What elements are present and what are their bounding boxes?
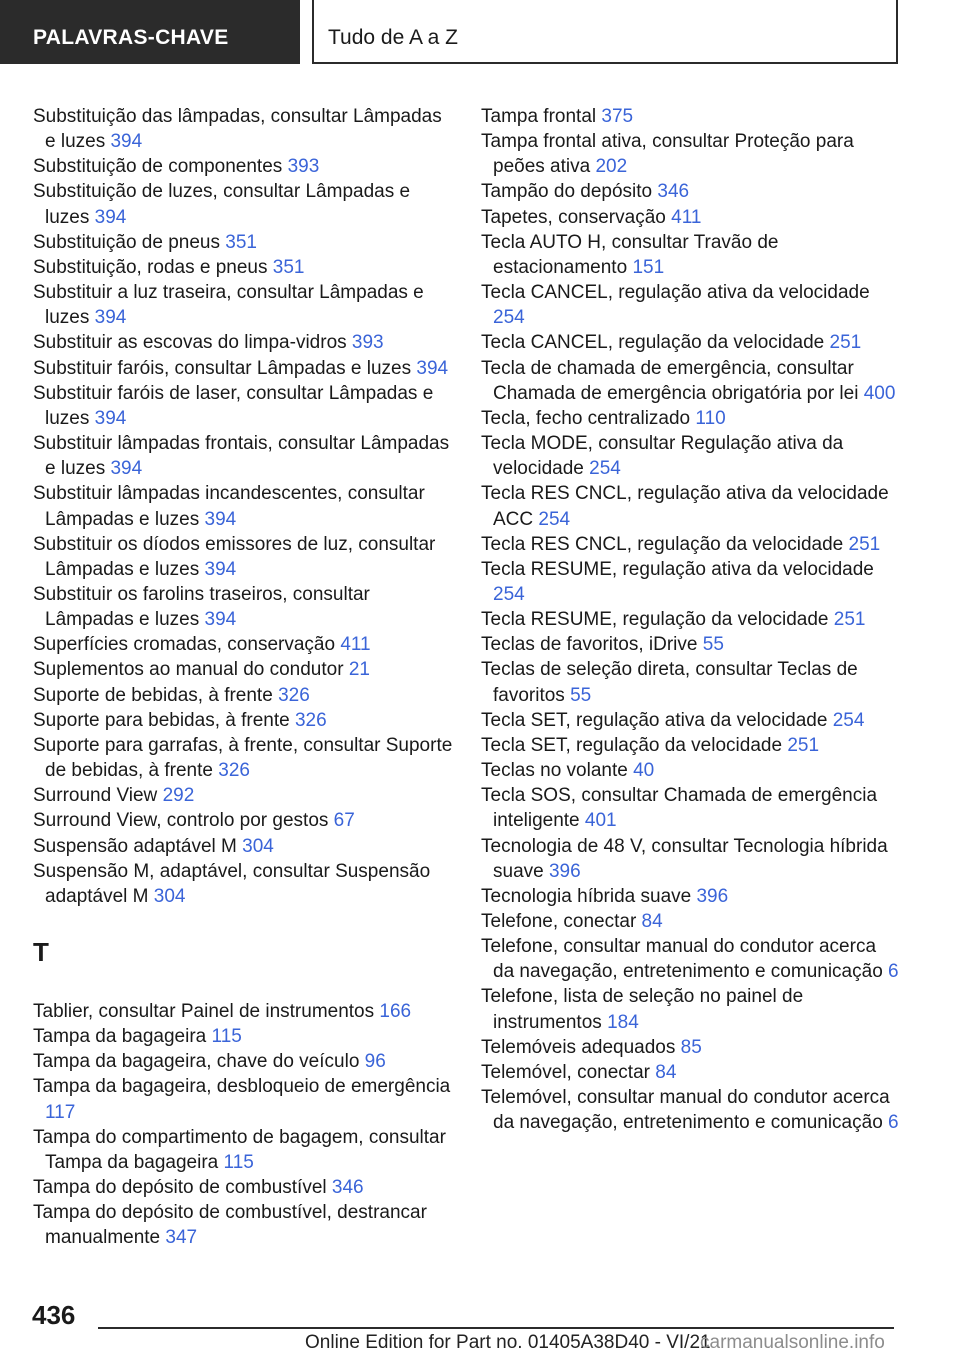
index-entry [481, 984, 901, 1034]
index-entry-text: Tecla AUTO H, consultar Travão de estacionamento [481, 231, 779, 278]
index-entry-text: Tecla de chamada de emergência, consultar Chamada de emergência obrigatória por lei [481, 357, 859, 404]
index-entry-text: Tecnologia de 48 V, consultar Tecnologia híbrida suave [481, 835, 888, 882]
index-entry-text: Teclas de favoritos, iDrive [481, 634, 698, 656]
index-entry [481, 431, 901, 481]
index-entry [33, 154, 453, 179]
index-entry [481, 783, 901, 833]
index-entry-text: Tecla RESUME, regulação ativa da velocidade [481, 558, 874, 580]
index-entry [481, 356, 901, 406]
page-reference-link[interactable]: 110 [695, 407, 726, 429]
index-entry-text: Telemóvel, consultar manual do condutor acerca da navegação, entretenimento e comunicação [481, 1087, 890, 1134]
page-reference-link[interactable]: 254 [538, 508, 571, 530]
index-entry-text: Suporte de bebidas, à frente [33, 684, 273, 706]
page-reference-link[interactable]: 304 [242, 835, 274, 857]
index-entry-text: Telemóveis adequados [481, 1036, 676, 1058]
page-reference-link[interactable]: 251 [787, 734, 820, 756]
index-entry-text: Tapetes, conservação [481, 206, 666, 228]
page-reference-link[interactable]: 184 [607, 1011, 639, 1033]
index-entry [481, 230, 901, 280]
index-entry [33, 582, 453, 632]
index-entry [481, 406, 901, 431]
index-entry [33, 179, 453, 229]
footer-watermark: carmanualsonline.info [700, 1332, 885, 1353]
page-reference-link[interactable]: 394 [416, 357, 449, 379]
page-reference-link[interactable]: 400 [863, 382, 896, 404]
index-entry-text: Substituição de pneus [33, 231, 220, 253]
index-entry-text: Substituir os farolins traseiros, consultar Lâmpadas e luzes [33, 583, 370, 631]
index-entry [33, 834, 453, 859]
page-reference-link[interactable]: 254 [493, 583, 525, 605]
index-entry [33, 1125, 453, 1175]
index-entry [481, 557, 901, 607]
page-reference-link[interactable]: 393 [351, 332, 384, 354]
index-entry [33, 280, 453, 330]
index-entry-text: Surround View, controlo por gestos [33, 810, 329, 832]
page-reference-link[interactable]: 375 [601, 106, 634, 127]
index-entry [33, 733, 453, 783]
page-reference-link[interactable]: 254 [493, 307, 525, 329]
page-reference-link[interactable]: 394 [204, 609, 237, 631]
index-entry [33, 255, 453, 280]
index-entry-text: Tampão do depósito [481, 181, 653, 203]
index-entry [33, 859, 453, 909]
index-entry-text: Tecla CANCEL, regulação ativa da velocidade [481, 282, 870, 304]
index-entry-text: Tecla SOS, consultar Chamada de emergência inteligente [481, 785, 878, 832]
index-entry-text: Tecla RES CNCL, regulação ativa da velocidade ACC [481, 483, 889, 530]
index-entry-text: Tampa do depósito de combustível [33, 1177, 327, 1199]
index-entry-text: Tecla SET, regulação da velocidade [481, 734, 783, 756]
index-entry-text: Telefone, conectar [481, 911, 637, 932]
index-entry [33, 230, 453, 255]
index-entry-text: Suspensão M, adaptável, consultar Suspensão adaptável M [33, 860, 431, 907]
page-reference-link[interactable]: 394 [204, 508, 237, 530]
index-entry [481, 834, 901, 884]
index-entry-text: Suplementos ao manual do condutor [33, 659, 344, 681]
page-reference-link[interactable]: 394 [94, 206, 127, 228]
index-column-left [33, 104, 453, 1251]
page-reference-link[interactable]: 411 [671, 206, 702, 228]
index-entry [33, 632, 453, 657]
index-entry [481, 1060, 901, 1085]
index-entry-text: Tecla CANCEL, regulação da velocidade [481, 332, 825, 354]
page-reference-link[interactable]: 202 [595, 156, 628, 178]
index-entry-text: Substituição de luzes, consultar Lâmpadas e luzes [33, 181, 411, 228]
page-reference-link[interactable]: 401 [584, 810, 617, 832]
footer-divider [98, 1327, 894, 1329]
index-entry-text: Tampa da bagageira, chave do veículo [33, 1051, 360, 1073]
page-reference-link[interactable]: 251 [833, 609, 866, 631]
subsection-tab [312, 0, 898, 64]
page-number: 436 [32, 1300, 76, 1330]
index-entry [481, 632, 901, 657]
index-entry [33, 783, 453, 808]
page-reference-link[interactable]: 251 [848, 533, 881, 555]
page-reference-link[interactable]: 251 [829, 332, 862, 354]
page-reference-link[interactable]: 67 [333, 810, 355, 832]
page-reference-link[interactable]: 394 [94, 407, 127, 429]
index-entry [33, 356, 453, 381]
page-reference-link[interactable]: 304 [153, 885, 186, 907]
page-reference-link[interactable]: 254 [832, 709, 865, 731]
page-reference-link[interactable]: 254 [589, 458, 621, 480]
index-entry-text: Substituir lâmpadas incandescentes, consultar Lâmpadas e luzes [33, 483, 425, 530]
index-entry [481, 758, 901, 783]
page-reference-link[interactable]: 96 [364, 1051, 386, 1073]
index-entry-text: Teclas de seleção direta, consultar Teclas de favoritos [481, 659, 858, 706]
index-entry-text: Tampa do compartimento de bagagem, consultar Tampa da bagageira [33, 1126, 446, 1173]
page-reference-link[interactable]: 115 [211, 1026, 242, 1048]
index-entry-text: Substituir lâmpadas frontais, consultar Lâmpadas e luzes [33, 433, 450, 480]
page-reference-link[interactable]: 40 [633, 760, 655, 782]
index-entry-text: Telefone, consultar manual do condutor acerca da navegação, entretenimento e comunicação [481, 936, 883, 983]
page-reference-link[interactable]: 115 [223, 1151, 254, 1173]
index-entry [481, 104, 901, 129]
index-entry-text: Tecla RES CNCL, regulação da velocidade [481, 533, 844, 555]
index-entry-text: Substituição das lâmpadas, consultar Lâmpadas e luzes [33, 106, 442, 153]
page-reference-link[interactable]: 351 [272, 256, 305, 278]
page-reference-link[interactable]: 84 [641, 911, 663, 932]
index-entry-text: Substituir faróis, consultar Lâmpadas e luzes [33, 357, 412, 379]
index-entry [33, 1049, 453, 1074]
page-reference-link[interactable]: 117 [45, 1101, 76, 1123]
page-reference-link[interactable]: 326 [294, 709, 327, 731]
page-reference-link[interactable]: 346 [657, 181, 690, 203]
index-entry [481, 708, 901, 733]
index-entry [33, 1200, 453, 1250]
index-entry-text: Tecla, fecho centralizado [481, 407, 691, 429]
index-entry-text: Telefone, lista de seleção no painel de instrumentos [481, 986, 804, 1033]
index-entry [33, 708, 453, 733]
page-reference-link[interactable]: 394 [110, 131, 143, 153]
index-entry-text: Tecla MODE, consultar Regulação ativa da velocidade [481, 433, 844, 480]
section-letter: T [33, 937, 49, 967]
index-entry-text: Superfícies cromadas, conservação [33, 634, 336, 656]
index-entry [481, 280, 901, 330]
index-entry-text: Tecla RESUME, regulação da velocidade [481, 609, 829, 631]
index-entry [481, 934, 901, 984]
index-entry-text: Substituir faróis de laser, consultar Lâmpadas e luzes [33, 382, 434, 429]
page-reference-link[interactable]: 21 [348, 659, 370, 681]
index-entry-text: Tampa da bagageira [33, 1026, 207, 1048]
index-entry-text: Substituir a luz traseira, consultar Lâmpadas e luzes [33, 282, 424, 329]
index-entry-text: Tecnologia híbrida suave [481, 885, 692, 907]
index-entry [481, 657, 901, 707]
page-reference-link[interactable]: 326 [278, 684, 310, 706]
index-entry-text: Tecla SET, regulação ativa da velocidade [481, 709, 828, 731]
index-entry-text: Substituir as escovas do limpa-vidros [33, 332, 347, 354]
index-column-right [481, 104, 901, 1135]
index-entry [33, 1074, 453, 1124]
index-entry-text: Tampa da bagageira, desbloqueio de emergência [33, 1076, 451, 1098]
index-entry [33, 999, 453, 1024]
index-entry [481, 1035, 901, 1060]
index-entry [33, 1175, 453, 1200]
page-reference-link[interactable]: 393 [287, 156, 320, 178]
index-entry-text: Suspensão adaptável M [33, 835, 237, 857]
index-entry-text: Tampa frontal ativa, consultar Proteção para peões ativa [481, 131, 854, 178]
index-entry-text: Surround View [33, 785, 158, 807]
index-entry [481, 884, 901, 909]
page-reference-link[interactable]: 394 [94, 307, 127, 329]
index-entry-text: Tablier, consultar Painel de instrumentos [33, 1001, 375, 1022]
index-entry [33, 808, 453, 833]
index-entry [481, 607, 901, 632]
page-reference-link[interactable]: 84 [655, 1061, 677, 1083]
page-reference-link[interactable]: 396 [696, 885, 729, 907]
index-entry [481, 179, 901, 204]
page-reference-link[interactable]: 151 [632, 256, 665, 278]
index-entry [33, 657, 453, 682]
index-entry-text: Tampa do depósito de combustível, destrancar manualmente [33, 1202, 427, 1249]
index-entry-text: Substituição de componentes [33, 156, 283, 178]
index-entry [481, 129, 901, 179]
index-entry [481, 532, 901, 557]
subsection-tab-label: Tudo de A a Z [328, 26, 458, 49]
page-reference-link[interactable]: 326 [218, 760, 250, 782]
footer-edition: Online Edition for Part no. 01405A38D40 - VI/21 [305, 1332, 711, 1353]
page-reference-link[interactable]: 411 [340, 634, 371, 656]
section-tab-label: PALAVRAS-CHAVE [33, 26, 229, 49]
page-reference-link[interactable]: 347 [165, 1227, 198, 1249]
index-entry-text: Telemóvel, conectar [481, 1061, 650, 1083]
page-reference-link[interactable]: 394 [110, 458, 143, 480]
index-entry [481, 1085, 901, 1135]
index-entry [33, 431, 453, 481]
index-entry [481, 330, 901, 355]
index-entry-text: Suporte para bebidas, à frente [33, 709, 290, 731]
index-entry [33, 532, 453, 582]
page-reference-link[interactable]: 292 [162, 785, 195, 807]
index-entry-text: Substituir os díodos emissores de luz, consultar Lâmpadas e luzes [33, 533, 436, 580]
index-entry [481, 909, 901, 934]
index-entry [33, 1024, 453, 1049]
page-reference-link[interactable]: 396 [548, 860, 581, 882]
page-reference-link[interactable]: 85 [680, 1036, 702, 1058]
page-reference-link[interactable]: 6 [888, 1112, 899, 1134]
index-entry [33, 104, 453, 154]
page-reference-link[interactable]: 351 [225, 231, 257, 253]
index-entry-text: Teclas no volante [481, 760, 628, 782]
index-entry [33, 330, 453, 355]
index-entry [33, 683, 453, 708]
index-entry-text: Tampa frontal [481, 106, 597, 127]
page-reference-link[interactable]: 6 [888, 961, 899, 983]
page-reference-link[interactable]: 346 [331, 1177, 364, 1199]
index-entry-text: Substituição, rodas e pneus [33, 256, 268, 278]
index-entry [481, 481, 901, 531]
index-entry-text: Suporte para garrafas, à frente, consultar Suporte de bebidas, à frente [33, 734, 453, 782]
index-entry [481, 733, 901, 758]
section-tab [0, 0, 300, 64]
page-reference-link[interactable]: 55 [702, 634, 724, 656]
index-entry [481, 205, 901, 230]
index-entry [33, 381, 453, 431]
page-reference-link[interactable]: 166 [379, 1001, 412, 1022]
index-entry [33, 481, 453, 531]
page-reference-link[interactable]: 55 [570, 684, 592, 706]
page-reference-link[interactable]: 394 [204, 558, 237, 580]
